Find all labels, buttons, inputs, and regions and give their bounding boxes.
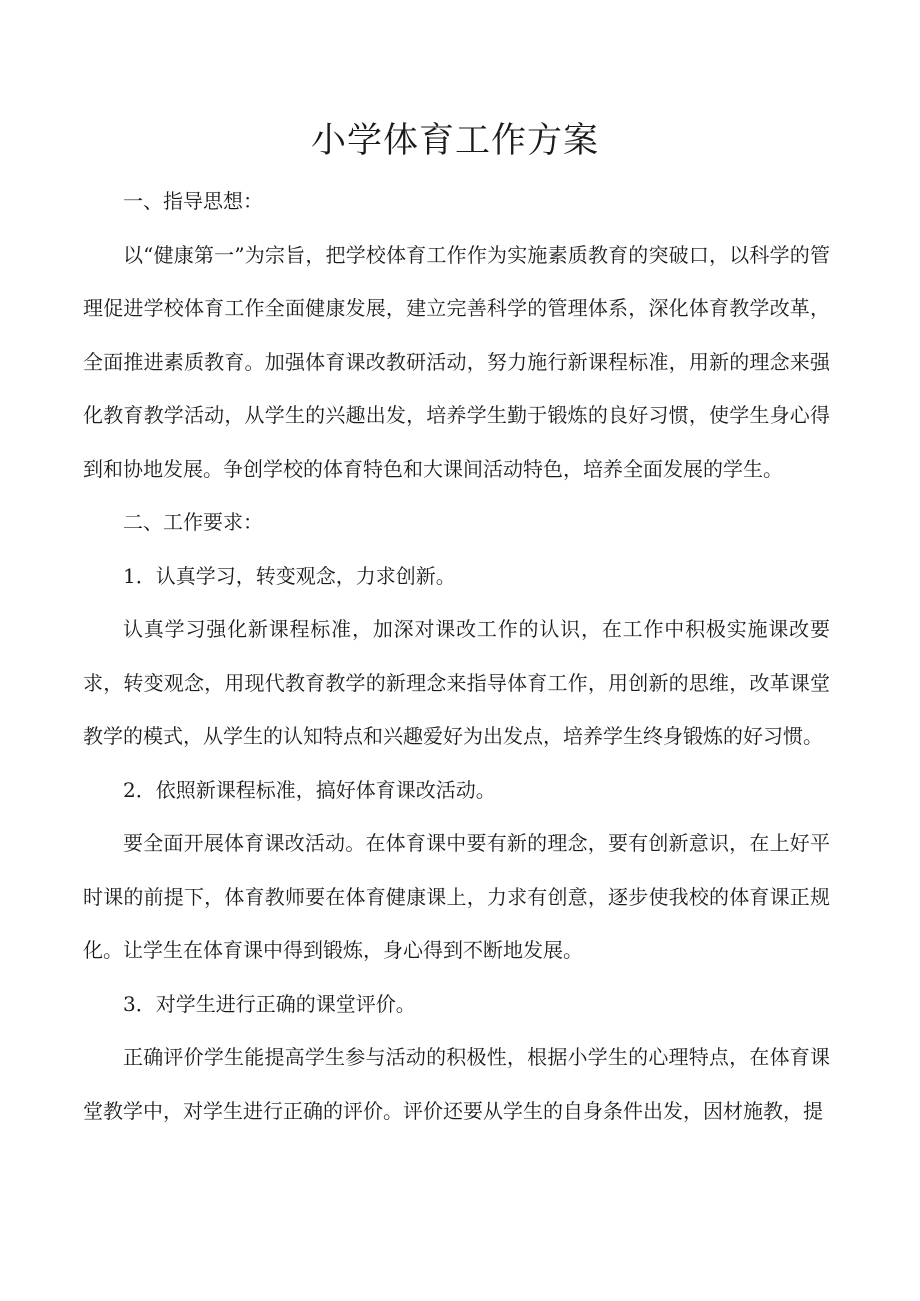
paragraph-guiding-ideology: 以“健康第一”为宗旨，把学校体育工作作为实施素质教育的突破口，以科学的管理促进学校体育工作全面健康发展，建立完善科学的管理体系，深化体育教学改革，全面推进素质教育。加强体育课改教研活动，努力施行新课程标准，用新的理念来强化教育教学活动，从学生的兴趣出发，培养学生勤于锻炼的良好习惯，使学生身心得到和协地发展。争创学校的体育特色和大课间活动特色，培养全面发展的学生。	[83, 242, 830, 481]
document-title: 小学体育工作方案	[310, 121, 599, 161]
paragraph-requirement-2: 要全面开展体育课改活动。在体育课中要有新的理念，要有创新意识，在上好平时课的前提下，体育教师要在体育健康课上，力求有创意，逐步使我校的体育课正规化。让学生在体育课中得到锻炼，身心得到不断地发展。	[83, 831, 830, 962]
subheading-requirement-3: 3．对学生进行正确的课堂评价。	[123, 991, 416, 1016]
section-heading-guiding-ideology: 一、指导思想：	[123, 189, 263, 213]
document-body	[83, 175, 830, 1138]
subheading-requirement-1: 1．认真学习，转变观念，力求创新。	[123, 563, 456, 588]
subheading-requirement-2: 2．依照新课程标准，搞好体育课改活动。	[123, 777, 496, 802]
paragraph-requirement-3: 正确评价学生能提高学生参与活动的积极性，根据小学生的心理特点，在体育课堂教学中，对学生进行正确的评价。评价还要从学生的自身条件出发，因材施教，提	[83, 1045, 830, 1123]
section-heading-work-requirements: 二、工作要求：	[123, 510, 263, 534]
paragraph-requirement-1: 认真学习强化新课程标准，加深对课改工作的认识，在工作中积极实施课改要求，转变观念，用现代教育教学的新理念来指导体育工作，用创新的思维，改革课堂教学的模式，从学生的认知特点和兴趣爱好为出发点，培养学生终身锻炼的好习惯。	[83, 617, 830, 748]
